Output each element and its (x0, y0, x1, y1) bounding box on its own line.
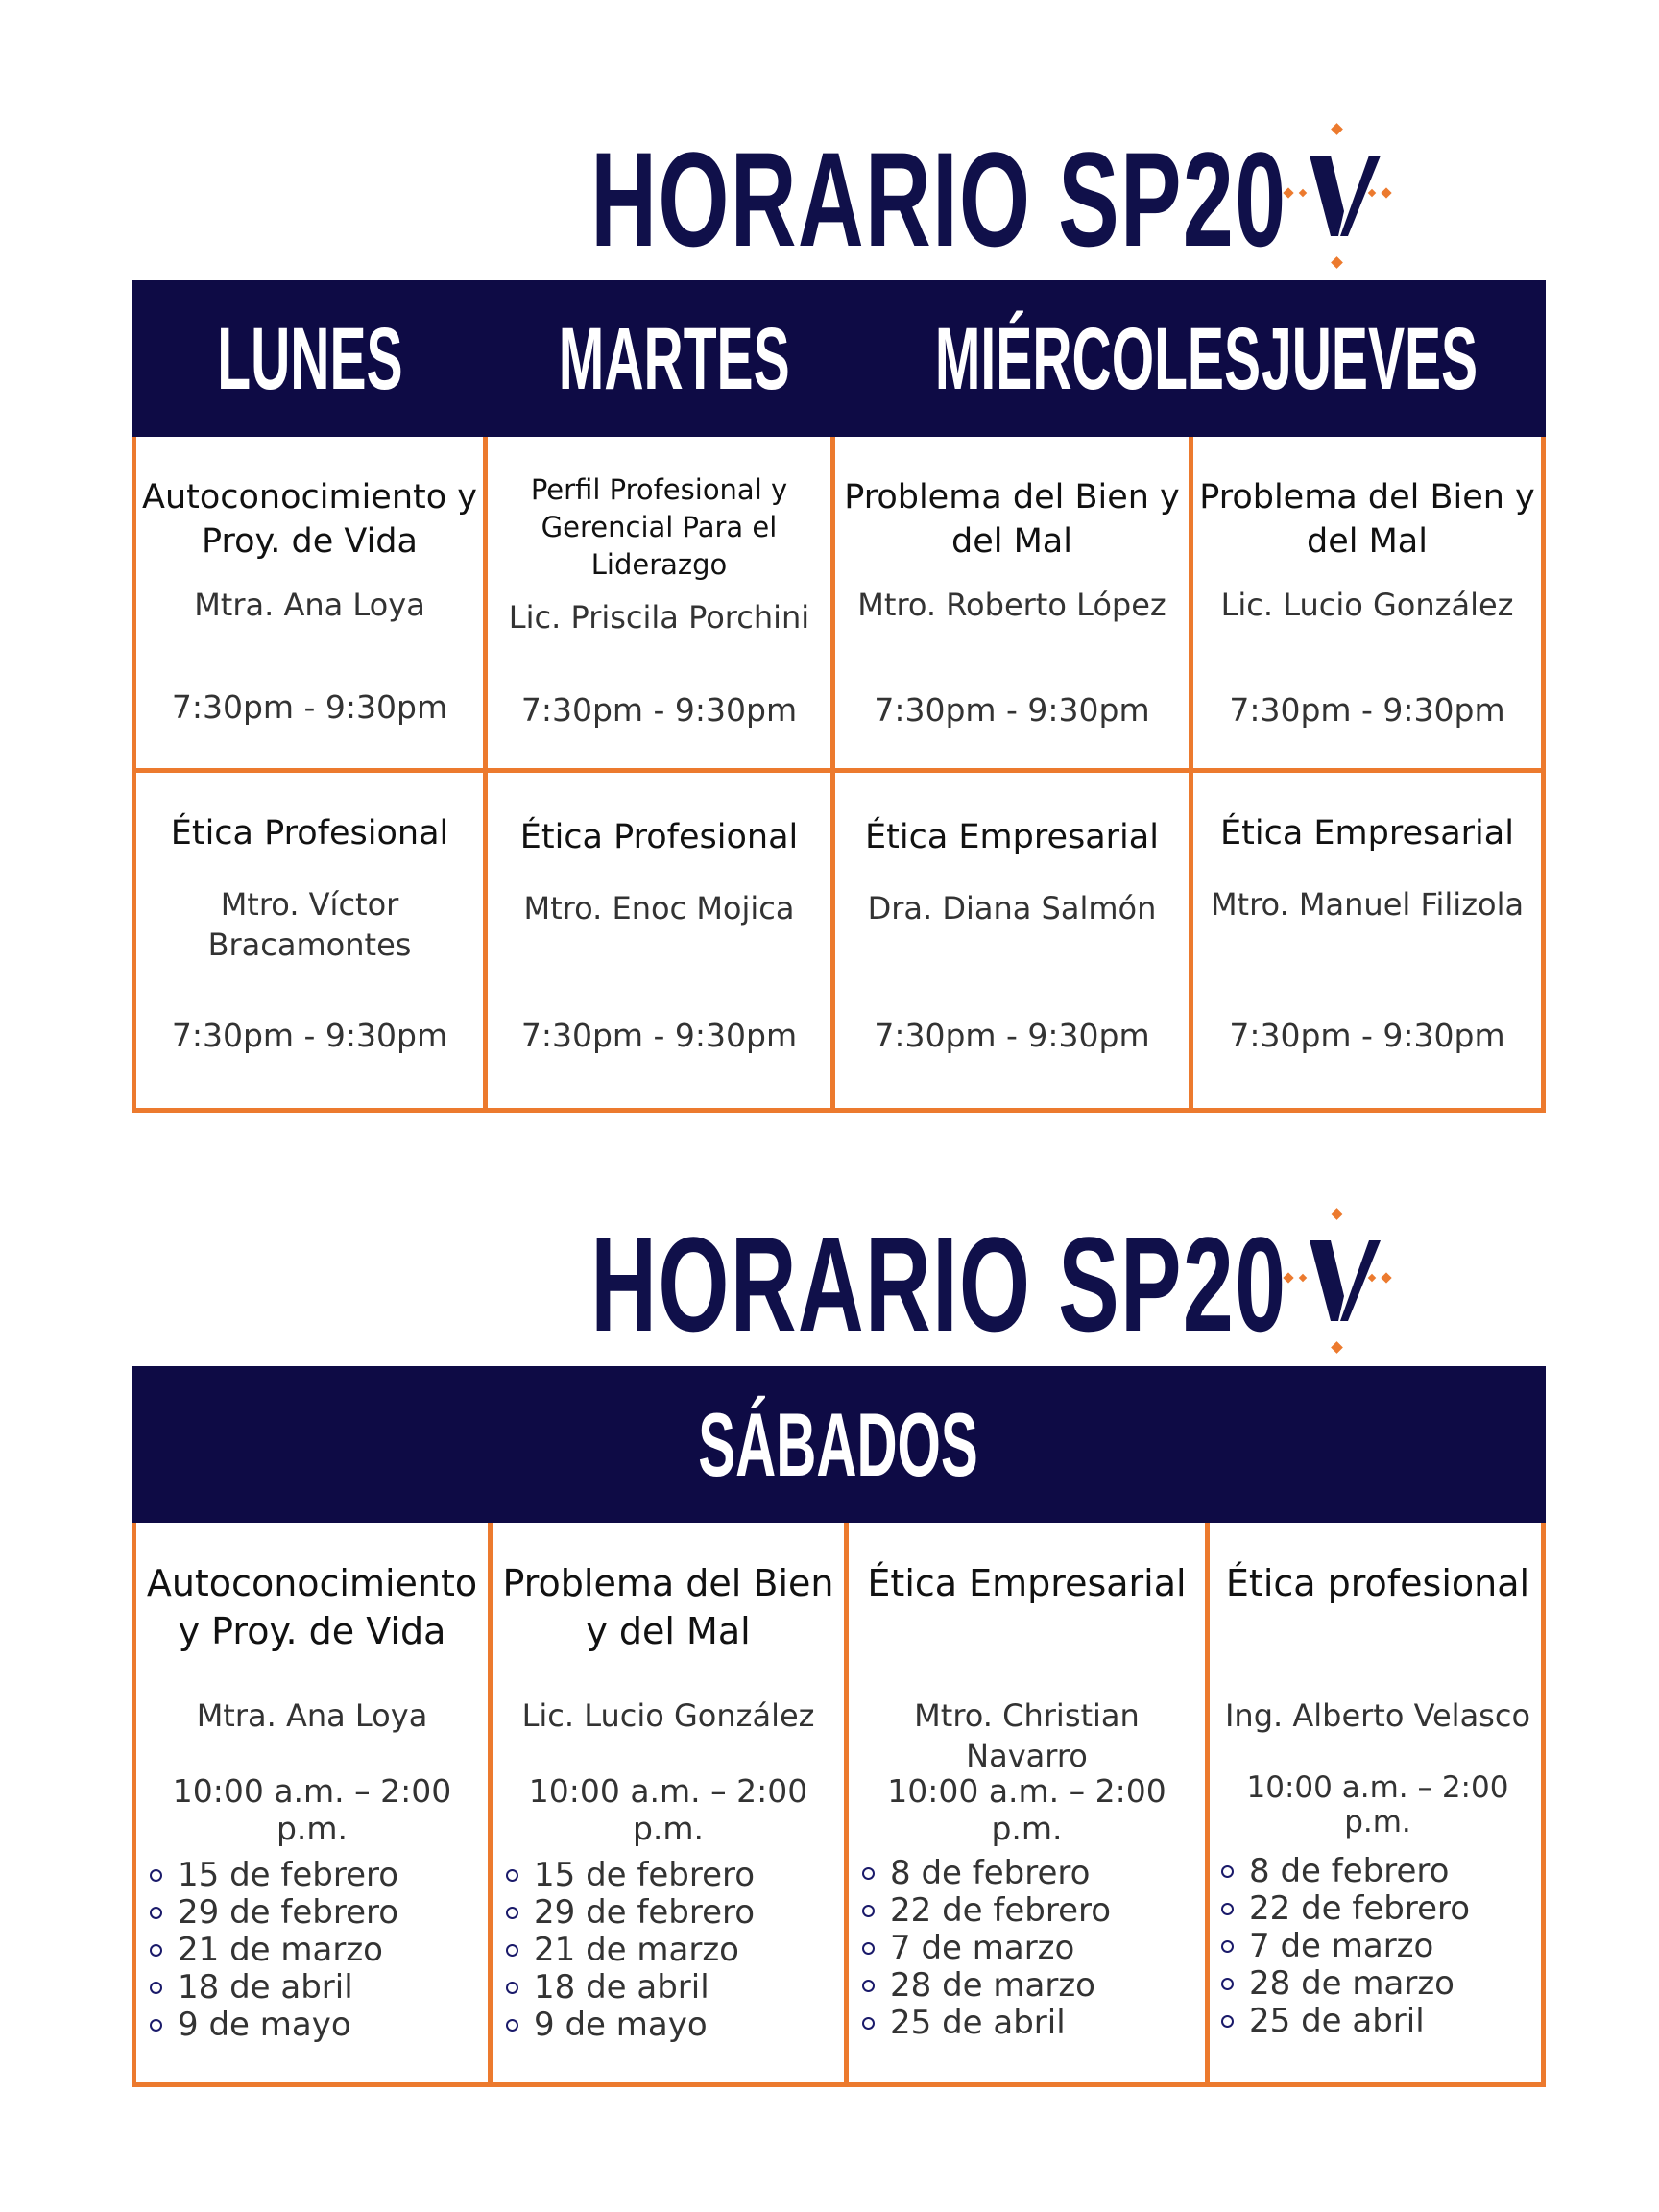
teacher-name: Mtro. Víctor Bracamontes (207, 886, 412, 963)
list-item: 15 de febrero (506, 1857, 755, 1894)
list-item: 7 de marzo (862, 1930, 1111, 1967)
list-item: 25 de abril (862, 2005, 1111, 2042)
bullet-icon (862, 1905, 875, 1917)
list-item: 7 de marzo (1221, 1928, 1470, 1965)
course-name: Autoconocimiento y Proy. de Vida (142, 478, 477, 561)
course-name: Autoconocimiento y Proy. de Vida (146, 1562, 478, 1652)
teacher-name: Mtro. Manuel Filizola (1210, 886, 1525, 923)
class-cell (835, 437, 1193, 773)
bullet-icon (1221, 2015, 1234, 2028)
bullet-icon (150, 2019, 162, 2032)
list-item: 25 de abril (1221, 2003, 1470, 2040)
class-time: 10:00 a.m. – 2:00 p.m. (1246, 1770, 1509, 1839)
teacher-name: Mtra. Ana Loya (194, 587, 425, 623)
class-time: 7:30pm - 9:30pm (874, 691, 1150, 729)
date-list (862, 1855, 1111, 2042)
weekday-header-bar (132, 280, 1546, 437)
bullet-icon (150, 1907, 162, 1919)
header-jueves: JUEVES (1261, 309, 1479, 408)
class-time: 10:00 a.m. – 2:00 p.m. (528, 1772, 808, 1847)
bullet-icon (506, 2019, 518, 2032)
class-time: 7:30pm - 9:30pm (874, 1017, 1150, 1054)
list-item: 22 de febrero (862, 1892, 1111, 1930)
bullet-icon (1221, 1903, 1234, 1915)
bullet-icon (1221, 1865, 1234, 1878)
class-time: 7:30pm - 9:30pm (171, 688, 448, 726)
v-diamond-logo-icon (1281, 123, 1396, 276)
date-list (506, 1857, 755, 2044)
class-time: 7:30pm - 9:30pm (520, 1017, 798, 1054)
class-cell (136, 773, 488, 1108)
course-name: Problema del Bien y del Mal (1199, 478, 1535, 561)
header-sabados: SÁBADOS (698, 1393, 979, 1495)
list-item: 9 de mayo (150, 2007, 398, 2044)
class-time: 7:30pm - 9:30pm (520, 691, 798, 729)
bullet-icon (150, 1944, 162, 1957)
page-title-2: HORARIO SP20 (590, 1209, 1287, 1359)
course-name: Problema del Bien y del Mal (502, 1562, 834, 1652)
list-item: 9 de mayo (506, 2007, 755, 2044)
class-cell (1193, 437, 1541, 773)
teacher-name: Lic. Lucio González (1220, 587, 1514, 623)
course-name: Ética profesional (1225, 1562, 1530, 1604)
bullet-icon (506, 1869, 518, 1882)
bullet-icon (150, 1982, 162, 1994)
class-cell (136, 437, 488, 773)
class-cell (493, 1523, 849, 2087)
course-name: Ética Profesional (170, 814, 449, 853)
course-name: Ética Profesional (519, 818, 799, 856)
saturday-schedule (132, 1366, 1546, 2087)
list-item: 22 de febrero (1221, 1890, 1470, 1928)
class-cell (849, 1523, 1210, 2087)
teacher-name: Mtro. Christian Navarro (914, 1697, 1140, 1774)
bullet-icon (506, 1944, 518, 1957)
teacher-name: Lic. Priscila Porchini (508, 599, 810, 636)
list-item: 29 de febrero (506, 1894, 755, 1932)
teacher-name: Mtro. Enoc Mojica (523, 890, 795, 926)
page-title: HORARIO SP20 (590, 124, 1287, 275)
bullet-icon (506, 1907, 518, 1919)
class-time: 10:00 a.m. – 2:00 p.m. (887, 1772, 1166, 1847)
teacher-name: Ing. Alberto Velasco (1224, 1697, 1531, 1734)
teacher-name: Mtra. Ana Loya (196, 1697, 428, 1734)
list-item: 8 de febrero (1221, 1853, 1470, 1890)
list-item: 18 de abril (506, 1969, 755, 2007)
class-cell (488, 773, 835, 1108)
weekday-grid (132, 437, 1546, 1113)
date-list (150, 1857, 398, 2044)
bullet-icon (862, 2017, 875, 2030)
teacher-name: Dra. Diana Salmón (867, 890, 1157, 926)
header-miercoles: MIÉRCOLES (934, 309, 1262, 408)
class-cell (835, 773, 1193, 1108)
header-martes: MARTES (558, 309, 790, 408)
header-lunes: LUNES (216, 309, 403, 408)
list-item: 29 de febrero (150, 1894, 398, 1932)
bullet-icon (1221, 1940, 1234, 1953)
bullet-icon (150, 1869, 162, 1882)
class-cell (136, 1523, 493, 2087)
class-cell (1193, 773, 1541, 1108)
list-item: 15 de febrero (150, 1857, 398, 1894)
class-cell (1210, 1523, 1546, 2087)
title-row-2 (0, 1208, 1659, 1361)
teacher-name: Mtro. Roberto López (857, 587, 1166, 623)
list-item: 28 de marzo (862, 1967, 1111, 2005)
bullet-icon (1221, 1978, 1234, 1990)
v-diamond-logo-icon (1281, 1208, 1396, 1361)
course-name: Ética Empresarial (865, 818, 1159, 856)
course-name: Perfil Profesional y Gerencial Para el Liderazgo (530, 473, 788, 581)
weekday-schedule (132, 280, 1546, 1113)
list-item: 21 de marzo (506, 1932, 755, 1969)
saturday-header-bar (132, 1366, 1546, 1523)
bullet-icon (862, 1867, 875, 1880)
class-time: 10:00 a.m. – 2:00 p.m. (172, 1772, 452, 1847)
bullet-icon (862, 1980, 875, 1992)
list-item: 21 de marzo (150, 1932, 398, 1969)
bullet-icon (506, 1982, 518, 1994)
class-time: 7:30pm - 9:30pm (1229, 1017, 1505, 1054)
course-name: Ética Empresarial (867, 1562, 1187, 1604)
bullet-icon (862, 1942, 875, 1955)
course-name: Ética Empresarial (1220, 814, 1514, 853)
saturday-grid (132, 1523, 1546, 2087)
course-name: Problema del Bien y del Mal (844, 478, 1180, 561)
class-time: 7:30pm - 9:30pm (171, 1017, 448, 1054)
date-list (1221, 1853, 1470, 2040)
list-item: 8 de febrero (862, 1855, 1111, 1892)
teacher-name: Lic. Lucio González (521, 1697, 815, 1734)
class-time: 7:30pm - 9:30pm (1229, 691, 1505, 729)
list-item: 28 de marzo (1221, 1965, 1470, 2003)
title-row-1 (0, 123, 1659, 276)
list-item: 18 de abril (150, 1969, 398, 2007)
class-cell (488, 437, 835, 773)
